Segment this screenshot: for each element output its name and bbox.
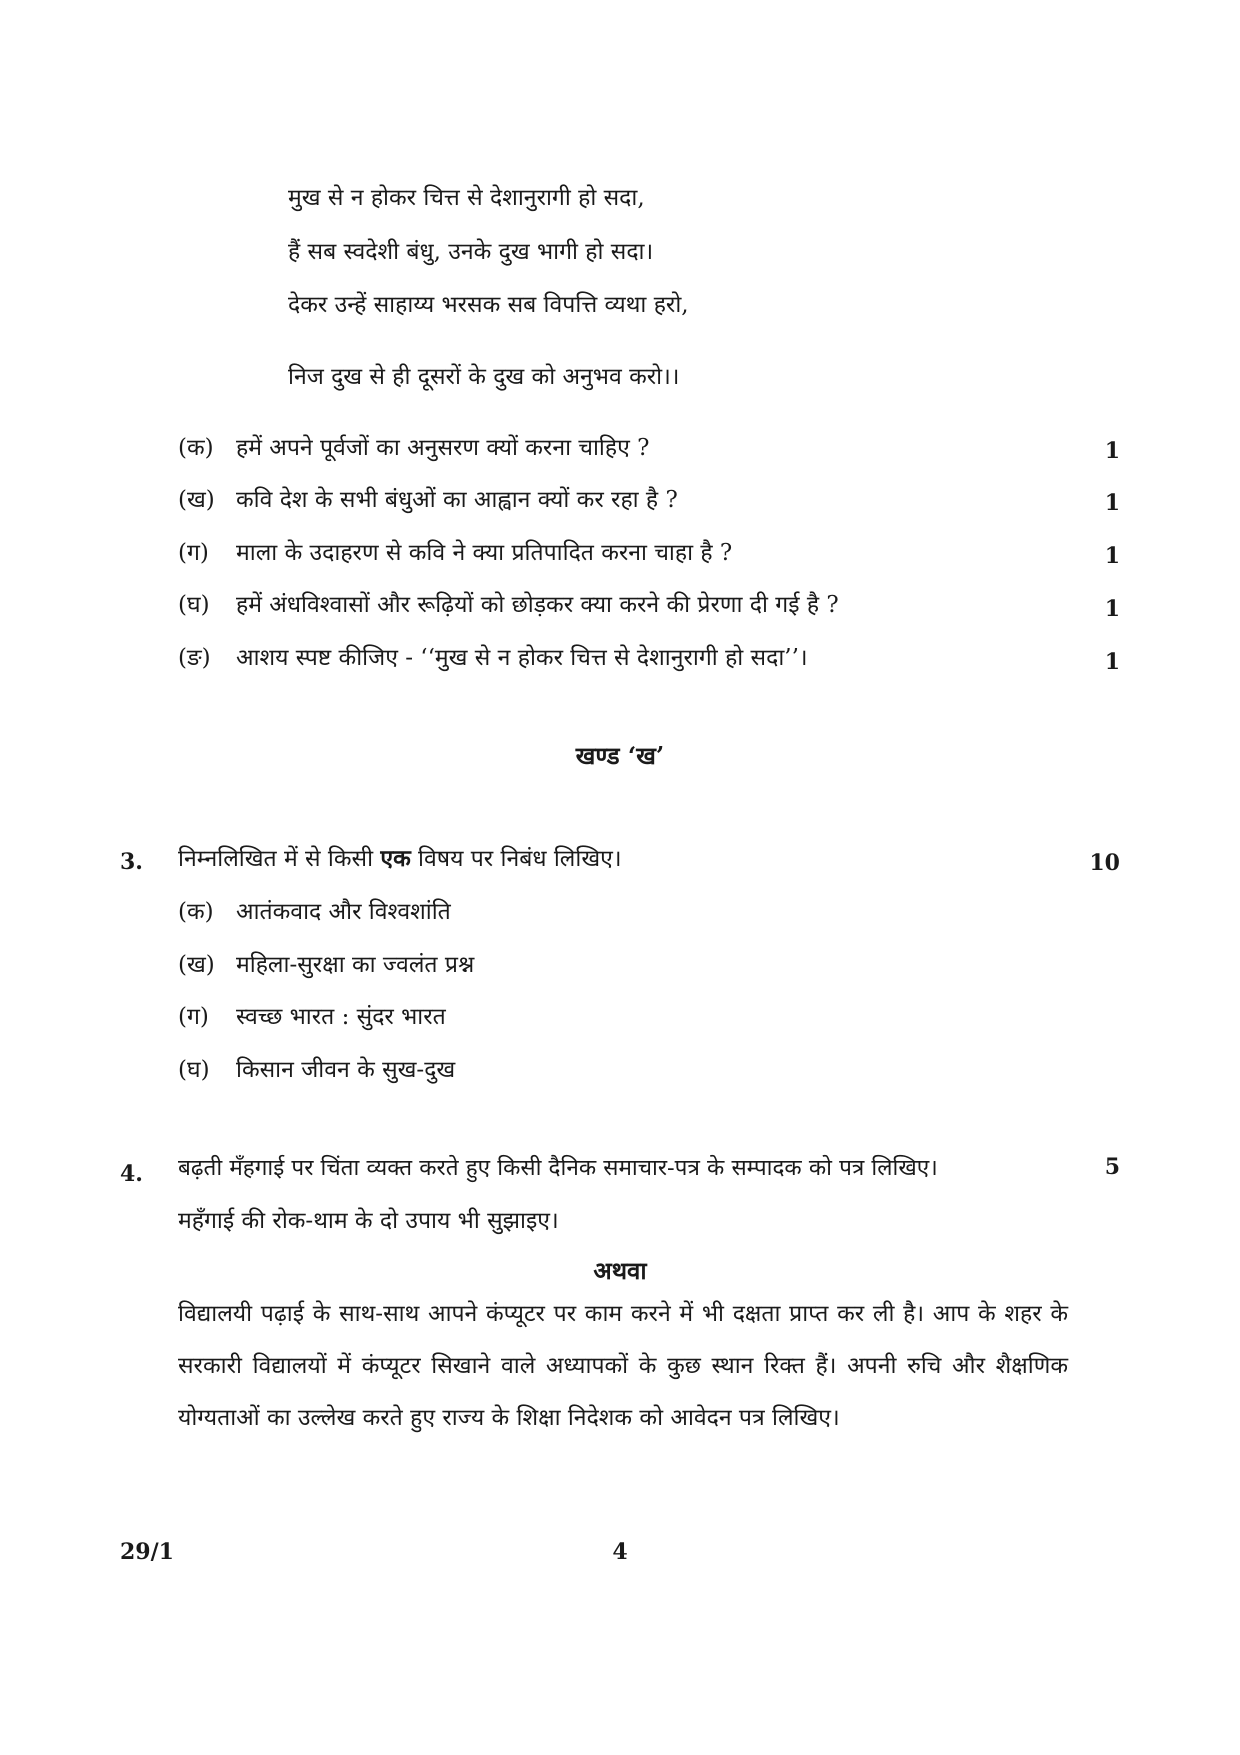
- question-text-emphasis: एक: [380, 845, 411, 872]
- option-text: स्वच्छ भारत : सुंदर भारत: [236, 1004, 446, 1030]
- or-label: अथवा: [593, 1256, 647, 1285]
- subquestion-label: (क): [178, 435, 214, 461]
- poem-line: निज दुख से ही दूसरों के दुख को अनुभव करो।।: [288, 364, 680, 390]
- option-text: आतंकवाद और विश्वशांति: [236, 899, 451, 925]
- subquestion-label: (घ): [178, 592, 210, 618]
- subquestion-label: (ङ): [178, 645, 211, 671]
- question-number: 3.: [120, 849, 143, 875]
- question-text: बढ़ती मँहगाई पर चिंता व्यक्त करते हुए किसी दैनिक समाचार-पत्र के सम्पादक को पत्र लिखिए।: [178, 1155, 938, 1181]
- section-title: खण्ड ‘ख’: [575, 741, 665, 770]
- option-label: (ग): [178, 1004, 209, 1030]
- question-text: महँगाई की रोक-थाम के दो उपाय भी सुझाइए।: [178, 1208, 559, 1234]
- question-number: 4.: [120, 1161, 143, 1187]
- subquestion-text: हमें अंधविश्वासों और रूढ़ियों को छोड़कर क्या करने की प्रेरणा दी गई है ?: [236, 592, 839, 618]
- question-text: [178, 844, 622, 874]
- page-number: 4: [612, 1539, 628, 1565]
- question-marks: 10: [1089, 850, 1120, 876]
- option-label: (ख): [178, 952, 215, 978]
- subquestion-text: कवि देश के सभी बंधुओं का आह्वान क्यों कर रहा है ?: [236, 487, 678, 513]
- subquestion-text: हमें अपने पूर्वजों का अनुसरण क्यों करना चाहिए ?: [236, 435, 650, 461]
- subquestion-marks: 1: [1104, 490, 1120, 516]
- poem-line: मुख से न होकर चित्त से देशानुरागी हो सदा,: [288, 185, 645, 211]
- question-text-part: विषय पर निबंध लिखिए।: [410, 846, 622, 872]
- subquestion-marks: 1: [1104, 438, 1120, 464]
- subquestion-marks: 1: [1104, 596, 1120, 622]
- subquestion-label: (ग): [178, 540, 209, 566]
- paper-code: 29/1: [120, 1539, 174, 1565]
- question-marks: 5: [1104, 1154, 1120, 1180]
- subquestion-text: माला के उदाहरण से कवि ने क्या प्रतिपादित करना चाहा है ?: [236, 540, 733, 566]
- subquestion-label: (ख): [178, 487, 215, 513]
- subquestion-text: आशय स्पष्ट कीजिए - ‘‘मुख से न होकर चित्त से देशानुरागी हो सदा’’।: [236, 645, 808, 671]
- subquestion-marks: 1: [1104, 543, 1120, 569]
- option-text: महिला-सुरक्षा का ज्वलंत प्रश्न: [236, 952, 475, 978]
- subquestion-marks: 1: [1104, 649, 1120, 675]
- poem-line: हैं सब स्वदेशी बंधु, उनके दुख भागी हो सदा।: [288, 239, 654, 265]
- poem-line: देकर उन्हें साहाय्य भरसक सब विपत्ति व्यथा हरो,: [288, 292, 689, 318]
- alternative-question-text: विद्यालयी पढ़ाई के साथ-साथ आपने कंप्यूटर पर काम करने में भी दक्षता प्राप्त कर ली है। आप के शहर के सरकारी विद्यालयों में कंप्यूटर सिखाने वाले अध्यापकों के कुछ स्थान रिक्त हैं। अपनी रुचि और शैक्षणिक योग्यताओं का उल्लेख करते हुए राज्य के शिक्षा निदेशक को आवेदन पत्र लिखिए।: [178, 1301, 1068, 1431]
- option-label: (घ): [178, 1057, 210, 1083]
- option-text: किसान जीवन के सुख-दुख: [236, 1057, 456, 1083]
- question-text-part: निम्नलिखित में से किसी: [178, 846, 381, 872]
- option-label: (क): [178, 899, 214, 925]
